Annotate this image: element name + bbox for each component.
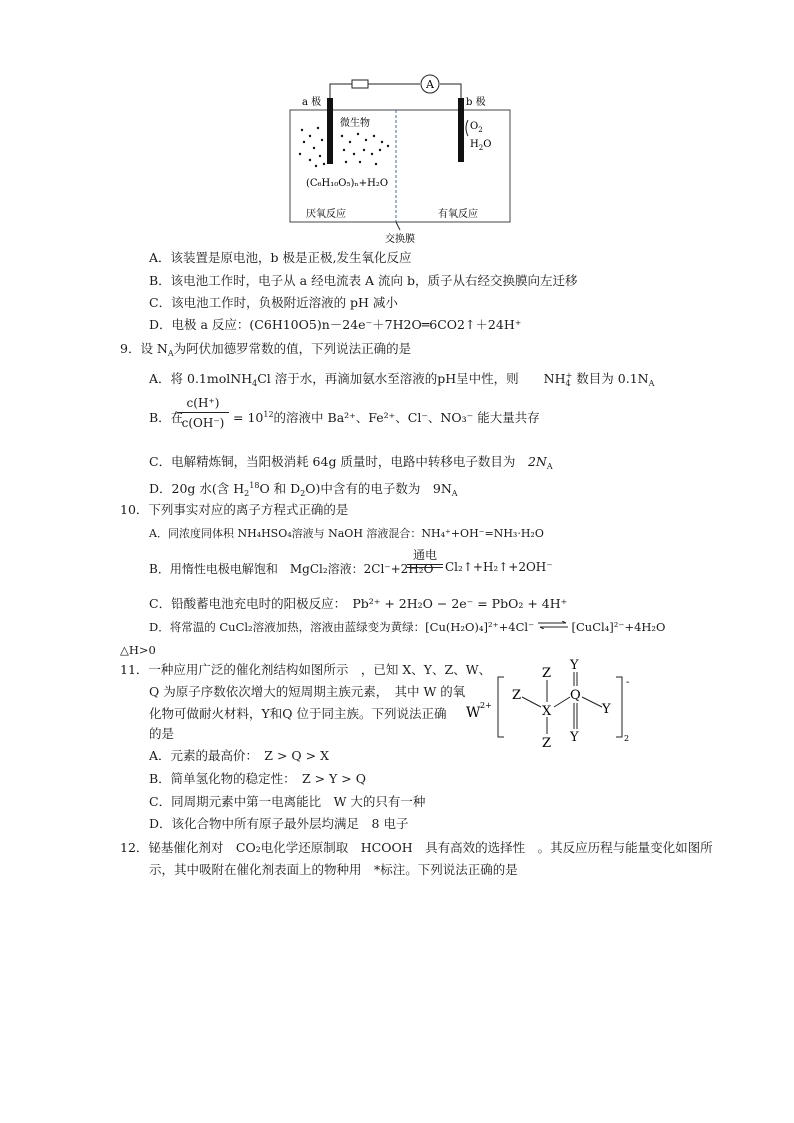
q8-option-d: D．电极 a 反应：(C6H10O5)n－24e⁻＋7H2O═6CO2↑＋24H⁺ — [149, 317, 522, 332]
anion-charge: - — [626, 677, 630, 688]
left-bracket — [498, 677, 504, 737]
q11-stem-line1: 11．一种应用广泛的催化剂结构如图所示 ，已知 X、Y、Z、W、 — [120, 662, 492, 677]
q9-stem: 9．设 $N_A$为阿伏加德罗常数的值，下列说法正确的是 — [120, 341, 412, 358]
q11-option-b: B．简单氢化物的稳定性： Z > Y > Q — [149, 771, 366, 786]
q10-option-c: C．铅酸蓄电池充电时的阳极反应： Pb²⁺ + 2H₂O − 2e⁻ = PbO₂ + 4H⁺ — [149, 596, 568, 611]
electrode-b-label: b 极 — [466, 97, 486, 108]
q10-option-b: B．用惰性电极电解饱和 MgCl₂溶液：2Cl⁻+2H₂O 通电 Cl₂↑+H₂↑+2OH⁻ — [149, 548, 553, 576]
y-atom-right: Y — [602, 702, 611, 717]
q8-option-a: A．该装置是原电池，b 极是正极,发生氧化反应 — [149, 250, 412, 265]
anaerobic-label: 厌氧反应 — [306, 209, 346, 220]
membrane-label: 交换膜 — [385, 234, 415, 245]
y-atom-top: Y — [570, 658, 579, 673]
q8-option-b: B．该电池工作时，电子从 a 经电流表 A 流向 b，质子从右经交换膜向左迁移 — [149, 273, 578, 288]
q10-option-a: A．同浓度同体积 NH₄HSO₄溶液与 NaOH 溶液混合：NH₄⁺+OH⁻=NH₃·H₂O — [149, 527, 544, 540]
q10-option-d-cont: △H>0 — [120, 643, 156, 657]
q-atom: Q — [570, 688, 581, 703]
subscript-two: 2 — [624, 734, 630, 743]
ammeter-label: A — [426, 78, 434, 91]
q9-option-d: D．20g 水(含 $H_2^{18}O$ 和 $D_2O$)中含有的电子数为 $9N_A$ — [149, 481, 458, 498]
z-atom-top: Z — [542, 666, 552, 681]
q11-stem-line4: 的是 — [149, 726, 175, 741]
bonds — [522, 672, 602, 734]
substrate-label: (C₆H₁₀O₅)ₙ+H₂O — [306, 178, 389, 189]
z-atom-bottom: Z — [542, 736, 552, 751]
aerobic-label: 有氧反应 — [438, 209, 478, 220]
electrode-a — [327, 98, 333, 164]
q9-option-b: B．在 c(H⁺) c(OH⁻) = $10^{12}$的溶液中 Ba²⁺、Fe²⁺、Cl⁻、NO₃⁻ 能大量共存 — [149, 394, 709, 442]
y-atom-bottom: Y — [570, 730, 579, 745]
x-atom: X — [542, 704, 552, 719]
q12-stem-line1: 12．铋基催化剂对 CO₂电化学还原制取 HCOOH 具有高效的选择性 。其反应历程与能量变化如图所 — [120, 840, 713, 855]
q11-stem-line2: Q 为原子序数依次增大的短周期主族元素， 其中 W 的氧 — [149, 684, 466, 699]
q9-option-c: C．电解精炼铜，当阳极消耗 64g 质量时，电路中转移电子数目为 $2N_A$ — [149, 454, 553, 471]
q9-option-a: A．将 0.1molNH$_4$Cl 溶于水，再滴加氨水至溶液的pH呈中性，则 $NH_4^+$ 数目为 $0.1N_A$ — [149, 371, 655, 388]
electrode-a-label: a 极 — [302, 97, 322, 108]
catalyst-structure-diagram — [462, 655, 642, 755]
h2o-label: $H_2O$ — [470, 139, 492, 152]
q10-option-d: D．将常温的 CuCl₂溶液加热，溶液由蓝绿变为黄绿：[Cu(H₂O)₄]²⁺+4Cl⁻ [CuCl₄]²⁻+4H₂O — [149, 620, 666, 634]
microbe-label: 微生物 — [340, 118, 370, 129]
q8-option-c: C．该电池工作时，负极附近溶液的 pH 减小 — [149, 295, 398, 310]
q12-stem-line2: 示，其中吸附在催化剂表面上的物种用 *标注。下列说法正确的是 — [149, 862, 518, 877]
fraction: c(H⁺) c(OH⁻) — [177, 394, 229, 433]
w-atom: W — [466, 705, 481, 721]
electrode-b — [458, 98, 464, 162]
q11-stem-line3: 化物可做耐火材料，Y和Q 位于同主族。下列说法正确 — [149, 706, 447, 721]
o2-label: $O_2$ — [470, 121, 483, 134]
resistor — [352, 80, 368, 88]
z-atom-left: Z — [512, 688, 522, 703]
w-charge: 2+ — [480, 701, 492, 710]
q11-option-a: A．元素的最高价： Z > Q > X — [149, 748, 329, 763]
electrochemical-cell-diagram — [280, 70, 520, 250]
q11-option-c: C．同周期元素中第一电离能比 W 大的只有一种 — [149, 794, 426, 809]
q10-stem: 10．下列事实对应的离子方程式正确的是 — [120, 502, 349, 517]
q11-option-d: D．该化合物中所有原子最外层均满足 8 电子 — [149, 816, 409, 831]
microbe-dots — [299, 127, 389, 167]
right-bracket — [616, 677, 622, 737]
